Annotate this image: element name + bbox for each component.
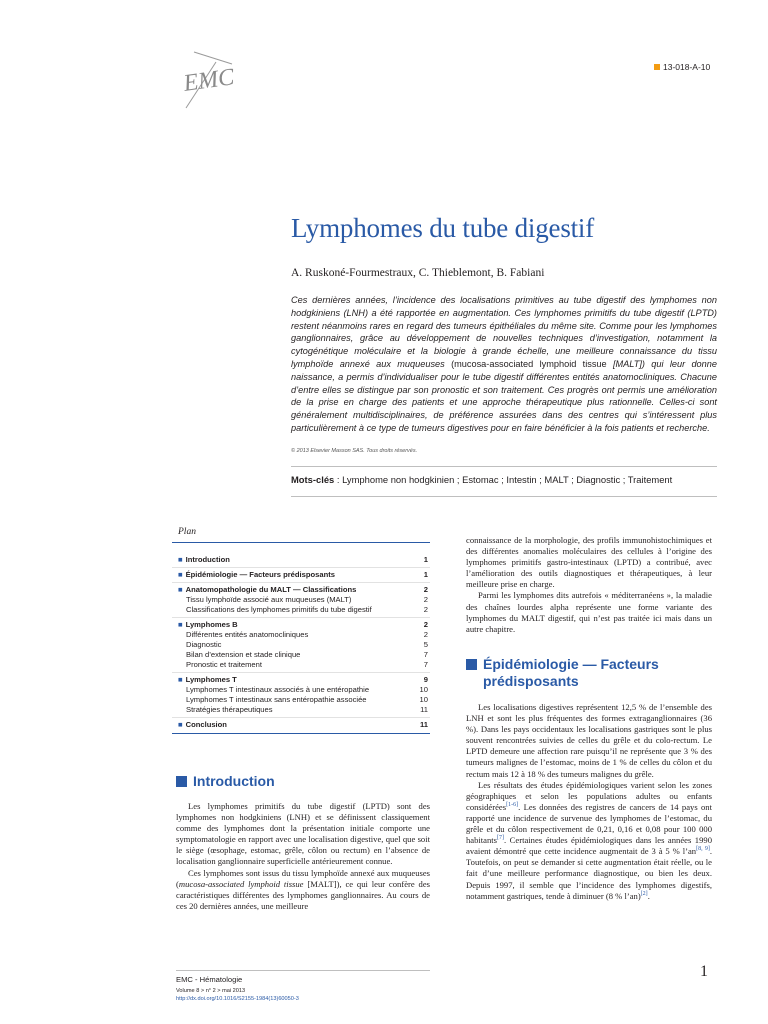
keywords-value: : Lymphome non hodgkinien ; Estomac ; Intestin ; MALT ; Diagnostic ; Traitement [334, 474, 673, 485]
plan-entry-main[interactable] [172, 555, 430, 565]
plan-entry-main[interactable] [172, 620, 430, 630]
plan-entry-label [178, 585, 356, 595]
plan-entry-main[interactable] [172, 675, 430, 685]
plan-entry-sub[interactable] [172, 605, 430, 615]
citation-link[interactable]: [2] [640, 890, 648, 897]
plan-entry-page: 1 [423, 555, 428, 564]
plan-entry-main[interactable] [172, 720, 430, 730]
footer-divider [176, 970, 430, 971]
plan-title: Plan [178, 527, 196, 537]
plan-separator [172, 717, 430, 718]
plan-entry-page: 2 [423, 605, 428, 614]
section-square-icon [176, 776, 187, 787]
reference-code [654, 62, 710, 72]
plan-entry-label [186, 640, 221, 650]
reference-code-text: 13-018-A-10 [663, 62, 711, 72]
paragraph [466, 780, 712, 902]
plan-entry-text: Classifications des lymphomes primitifs du tube digestif [186, 605, 372, 614]
section-heading-text: Introduction [193, 773, 275, 789]
plan-bullet-icon: ■ [178, 620, 183, 629]
plan-entry-text: Conclusion [185, 720, 227, 729]
introduction-body [176, 801, 430, 912]
section-square-icon [466, 659, 477, 670]
paragraph: Parmi les lymphomes dits autrefois « méditerranéens », la maladie des chaînes lourdes alpha représente une forme variante des lymphomes du MALT digestif, qui n’est pas traitée ici mais dans un autre chapitre. [466, 590, 712, 634]
plan-entry-sub[interactable] [172, 695, 430, 705]
plan-entry-text: Anatomopathologie du MALT — Classifications [185, 585, 357, 594]
plan-entry-text: Épidémiologie — Facteurs prédisposants [185, 570, 335, 579]
plan-entry-text: Bilan d’extension et stade clinique [186, 650, 301, 659]
plan-entry-label [178, 720, 227, 730]
epidemiologie-body [466, 702, 712, 902]
citation-link[interactable]: [1-6] [506, 801, 519, 808]
page-number: 1 [700, 963, 708, 980]
plan-entry-text: Pronostic et traitement [186, 660, 262, 669]
text-span-italic: mucosa-associated lymphoid tissue [178, 878, 304, 889]
plan-entry-page: 2 [423, 630, 428, 639]
plan-entry-text: Diagnostic [186, 640, 222, 649]
abstract [291, 294, 717, 435]
plan-entry-main[interactable] [172, 570, 430, 580]
plan-bottom-rule [172, 733, 430, 734]
plan-separator [172, 582, 430, 583]
plan-entry-main[interactable] [172, 585, 430, 595]
plan-entry-page: 9 [423, 675, 428, 684]
article-title: Lymphomes du tube digestif [291, 213, 595, 243]
plan-entry-page: 2 [423, 620, 428, 629]
plan-bullet-icon: ■ [178, 585, 183, 594]
plan-separator [172, 617, 430, 618]
paragraph [176, 868, 430, 912]
journal-name: EMC - Hématologie [176, 975, 243, 984]
plan-entry-page: 7 [423, 660, 428, 669]
paragraph: Les lymphomes primitifs du tube digestif (LPTD) sont des lymphomes non hodgkiniens (LNH) et se définissent classiquement comme des lymphomes dont la présentation initiale comporte une symptomatologie en rapport avec une localisation digestive, quel que soit le siège (œsophage, estomac, grêle, côlon ou rectum) en l’absence de localisation ganglionnaire superficielle antérieurement connue. [176, 801, 430, 867]
plan-entry-sub[interactable] [172, 595, 430, 605]
text-span: Les résultats des études épidémiologiques varient selon les zones géographiques et selon les populations adultes ou enfants considérées [466, 779, 712, 812]
plan-entry-page: 11 [419, 720, 428, 729]
plan-separator [172, 567, 430, 568]
plan-bullet-icon: ■ [178, 555, 183, 564]
plan-entry-page: 10 [419, 695, 428, 704]
plan-entry-text: Lymphomes T intestinaux sans entéropathie associée [186, 695, 367, 704]
plan-entry-text: Introduction [185, 555, 230, 564]
citation-link[interactable]: [7] [497, 835, 505, 842]
keywords-divider-bottom [291, 496, 717, 497]
plan-entry-label [178, 555, 230, 565]
plan-entry-label [178, 675, 237, 685]
doi-link[interactable]: http://dx.doi.org/10.1016/S2155-1984(13)60050-3 [176, 996, 299, 1002]
plan-entry-page: 10 [419, 685, 428, 694]
plan-entry-text: Lymphomes T intestinaux associés à une entéropathie [186, 685, 370, 694]
reference-marker-icon [654, 64, 660, 70]
plan-entry-sub[interactable] [172, 650, 430, 660]
plan-entry-text: Stratégies thérapeutiques [186, 705, 273, 714]
text-span: . Les données des registres de cancers de 14 pays ont rapporté une incidence de survenue des lymphomes de l’estomac, du grêle et du côlon respectivement de 0,21, 0,16 et 0,08 pour 100 000 habitants [466, 801, 712, 846]
plan-entry-label [186, 705, 273, 715]
keywords-divider [291, 466, 717, 467]
plan-bullet-icon: ■ [178, 675, 183, 684]
plan-entry-label [186, 605, 372, 615]
plan-entry-page: 1 [423, 570, 428, 579]
authors: A. Ruskoné-Fourmestraux, C. Thieblemont, B. Fabiani [291, 267, 545, 279]
logo-text: EMC [181, 64, 236, 97]
copyright: © 2013 Elsevier Masson SAS. Tous droits réservés. [291, 448, 418, 454]
plan-entry-text: Lymphomes B [185, 620, 238, 629]
plan-entry-sub[interactable] [172, 705, 430, 715]
plan-entry-page: 11 [420, 705, 428, 714]
plan-entry-page: 7 [423, 650, 428, 659]
citation-link[interactable]: [8, 9] [696, 846, 710, 853]
plan-entry-sub[interactable] [172, 660, 430, 670]
plan-separator [172, 672, 430, 673]
emc-logo [176, 44, 238, 114]
section-heading-epidemiologie [466, 656, 726, 690]
text-span: [MALT]), ce qui leur confère des caractéristiques différentes des lymphomes ganglionnaires. Au cours de ces 20 dernières années, une meilleure [176, 878, 430, 911]
paragraph: Les localisations digestives représentent 12,5 % de l’ensemble des LNH et sont les plus fréquentes des formes extraganglionnaires (36 %). Dans les pays occidentaux les localisations gastriques sont le plus souvent rencontrées suivies de celles du grêle et du colo-rectum. Le LPTD demeure une affection rare puisqu’il ne représente que 3 % des tumeurs malignes de l’estomac, moins de 1 % de celles du côlon et du rectum mais 12 à 18 % des tumeurs malignes du grêle. [466, 702, 712, 779]
plan-entry-page: 2 [423, 585, 428, 594]
plan-entry-page: 2 [423, 595, 428, 604]
section-heading-introduction [176, 773, 275, 790]
plan-entry-label [186, 650, 300, 660]
plan-bullet-icon: ■ [178, 570, 183, 579]
plan-entry-label [178, 570, 335, 580]
plan-entry-label [186, 695, 367, 705]
plan-entry-label [186, 630, 308, 640]
text-span: . Toutefois, on peut se demander si cette augmentation était réelle, ou le fait d’une meilleure performance diagnostique, ou bien les deux. Depuis 1997, il semble que l’incidence des lymphomes digestifs, notamment gastriques, tende à diminuer (8 % l’an) [466, 846, 712, 901]
keywords [291, 474, 672, 485]
keywords-label: Mots-clés [291, 474, 335, 485]
section-heading-text: Épidémiologie — Facteurs prédisposants [483, 656, 659, 689]
abstract-text-nonitalic: (mucosa-associated lymphoid tissue [451, 358, 607, 369]
text-span: . [647, 890, 650, 901]
plan-box [172, 527, 430, 734]
abstract-text-1: Ces dernières années, l’incidence des localisations primitives au tube digestif des lymphomes non hodgkiniens (LNH) a été rapportée en augmentation. Ces lymphomes primitifs du tube digestif (LPTD) restent néanmoins rares en regard des tumeurs épithéliales du même site. Comme pour les lymphomes ganglionnaires, grâce au développement de nouvelles techniques d’investigation, notamment la cytogénétique moléculaire et la biologie à grande échelle, une meilleure connaissance du tissu lymphoïde annexé aux muqueuses [291, 295, 717, 369]
plan-top-rule [172, 542, 430, 543]
plan-entry-label [186, 660, 262, 670]
plan-entry-sub[interactable] [172, 685, 430, 695]
plan-entry-text: Lymphomes T [185, 675, 237, 684]
plan-entry-sub[interactable] [172, 630, 430, 640]
plan-entry-sub[interactable] [172, 640, 430, 650]
volume-info: Volume 8 > n° 2 > mai 2013 [176, 988, 246, 994]
plan-list [172, 555, 430, 730]
abstract-text-2: [MALT]) qui leur donne naissance, a permis d’individualiser pour le tube digestif différentes entités anatomocliniques. Chacune d’entre elles se distingue par son pronostic et son traitement. Ces progrès ont permis une amélioration de la prise en charge des patients et une approche thérapeutique plus rationnelle. Celles-ci sont généralement multidisciplinaires, de préférence assurées dans des centres qui s’intéressent plus particulièrement à ce type de tumeurs digestives pour en faire bénéficier à la fois patients et recherche. [291, 358, 717, 433]
text-span: Ces lymphomes sont issus du tissu lymphoïde annexé aux muqueuses ( [176, 867, 430, 889]
right-column-continuation [466, 535, 712, 635]
plan-entry-text: Tissu lymphoïde associé aux muqueuses (MALT) [186, 595, 352, 604]
plan-entry-label [186, 595, 351, 605]
plan-bullet-icon: ■ [178, 720, 183, 729]
plan-entry-page: 5 [423, 640, 428, 649]
paragraph: connaissance de la morphologie, des profils immunohistochimiques et des différentes anomalies moléculaires des cellules à l’origine des lymphomes primitifs gastro-intestinaux (LPTD) a contribué, avec l’amélioration des outils diagnostiques et thérapeutiques, à leur meilleure prise en charge. [466, 535, 712, 590]
plan-entry-label [178, 620, 238, 630]
plan-entry-label [186, 685, 369, 695]
text-span: . Certaines études épidémiologiques dans les années 1990 avaient démontré que cette incidence augmentait de 3 à 5 % l’an [466, 835, 712, 857]
plan-entry-text: Différentes entités anatomocliniques [186, 630, 309, 639]
